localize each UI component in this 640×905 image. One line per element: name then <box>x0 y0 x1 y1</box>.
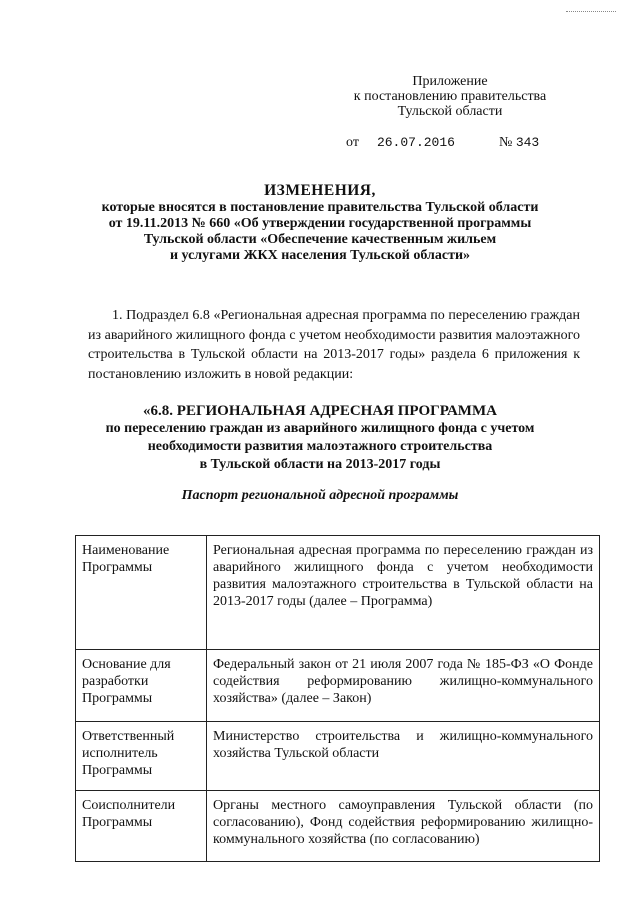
row-value: Федеральный закон от 21 июля 2007 года № 185-ФЗ «О Фонде содействия реформированию жилищно-коммунального хозяйства» (далее – Закон) <box>207 650 600 722</box>
title-main: ИЗМЕНЕНИЯ, <box>264 182 376 199</box>
annex-line-1: Приложение <box>412 74 488 89</box>
section-line-4: в Тульской области на 2013-2017 годы <box>199 457 441 472</box>
section-heading <box>60 402 580 474</box>
document-title <box>60 182 580 264</box>
body-paragraph <box>88 306 580 384</box>
table-row <box>76 722 600 791</box>
date-prefix: от <box>346 135 359 150</box>
scan-artifact <box>566 11 616 12</box>
row-key: Соисполнители Программы <box>76 791 207 862</box>
annex-line-2: к постановлению правительства <box>353 89 547 104</box>
annex-header <box>320 74 580 119</box>
annex-line-3: Тульской области <box>397 104 503 119</box>
title-line-2: от 19.11.2013 № 660 «Об утверждении государственной программы <box>108 216 532 231</box>
decree-number: 343 <box>515 135 540 150</box>
row-value: Органы местного самоуправления Тульской области (по согласованию), Фонд содействия реформированию жилищно-коммунального хозяйства (по согласованию) <box>207 791 600 862</box>
section-main: «6.8. РЕГИОНАЛЬНАЯ АДРЕСНАЯ ПРОГРАММА <box>143 403 497 419</box>
row-key: Основание для разработки Программы <box>76 650 207 722</box>
section-line-3: необходимости развития малоэтажного строительства <box>147 439 493 454</box>
title-line-4: и услугами ЖКХ населения Тульской области» <box>169 248 471 263</box>
row-value: Региональная адресная программа по переселению граждан из аварийного жилищного фонда с учетом необходимости развития малоэтажного строительства в Тульской области на 2013-2017 годы (далее – Программа) <box>207 536 600 650</box>
title-line-3: Тульской области «Обеспечение качественным жильем <box>143 232 497 247</box>
table-row <box>76 536 600 650</box>
row-key: Наименование Программы <box>76 536 207 650</box>
paragraph-text: 1. Подраздел 6.8 «Региональная адресная программа по переселению граждан из аварийного жилищного фонда с учетом необходимости развития малоэтажного строительства в Тульской области на 2013-2017 годы» раздела 6 приложения к постановлению изложить в новой редакции: <box>88 308 580 382</box>
section-line-2: по переселению граждан из аварийного жилищного фонда с учетом <box>105 421 535 436</box>
row-value: Министерство строительства и жилищно-коммунального хозяйства Тульской области <box>207 722 600 791</box>
table-row <box>76 791 600 862</box>
row-key: Ответственный исполнитель Программы <box>76 722 207 791</box>
annex-date-line <box>346 135 539 151</box>
decree-date: 26.07.2016 <box>376 135 455 150</box>
title-line-1: которые вносятся в постановление правительства Тульской области <box>101 200 539 215</box>
table-row <box>76 650 600 722</box>
number-prefix: № <box>498 135 513 150</box>
passport-table <box>75 535 600 862</box>
passport-heading: Паспорт региональной адресной программы <box>181 488 459 503</box>
